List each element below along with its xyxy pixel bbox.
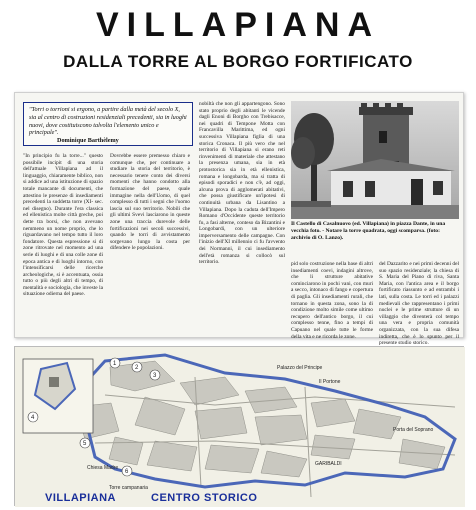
castle-photo bbox=[291, 101, 459, 219]
map-label-chiesa-madre: Chiesa Madre bbox=[87, 465, 119, 471]
castle-photo-image bbox=[291, 101, 459, 219]
map-label-palazzo: Palazzo del Principe bbox=[277, 365, 323, 371]
map-marker-4: 4 bbox=[31, 415, 35, 421]
photo-caption: Il Castello di Casalnuovo (ed. Villapiana) in piazza Dante, in una vecchia foto. - Notare la torre quadrata, oggi scomparsa. (foto: archivio di O. Lanzo). bbox=[291, 221, 446, 241]
map-marker-2: 2 bbox=[135, 365, 139, 371]
page-title: VILLAPIANA bbox=[96, 6, 380, 44]
article-column-1: "In principio fu la torre..." questo possibile incipit di una storia dell'attuale Villapiana ad il linguaggio, chiaramente biblico, non si addice ad una istituzione di spazio totale mancante di documenti, che attestino le presenze di insediamenti precedenti la suddetta torre (XI- sec. nel disegno). Durante l'era classica ed ellenistica molte città greche, poi dette tra borsi, che non avevano nemmeno un nome proprio, che lo riguardavano nel tempo tutto il loro fondatore. Questa espressione si di zone ritrovate nel momento ad una serie di luoghi e di una colle zone di epoca antica e di luoghi intorno, con l'intensificarsi delle ricerche archeologiche, si è accentuata, ossia tutto o più degli altri di tempo, di mentalità e sociologia, che investe la situazione odierna del paese. bbox=[23, 153, 103, 298]
map-marker-6: 6 bbox=[125, 469, 129, 475]
map-label-portone: Il Portone bbox=[319, 379, 341, 385]
map-svg bbox=[15, 347, 465, 507]
map-subtitle: CENTRO STORICO bbox=[151, 492, 258, 504]
map-label-porta-soprano: Porta del Soprano bbox=[393, 427, 434, 433]
article-column-4: pid solo costruzione nella base di altri insediamenti coevi, indagini altrove, che li strutture abitative cominciarono in pochi vani, con muri a secco, intonaco di fango e copertura di paglia. Gli insediamenti rurali, che tornano in questa zona, sono la di condizione molto simile come ultimo recupero dell'antico borgo, il cui complesso tenne, fino a tempi di Capuano nel quale tutte le forme della vita e ne ricorda le zone. bbox=[291, 261, 373, 340]
newspaper-article bbox=[14, 92, 464, 347]
page-subtitle: DALLA TORRE AL BORGO FORTIFICATO bbox=[63, 52, 413, 71]
map-title: VILLAPIANA bbox=[45, 492, 116, 504]
map-marker-3: 3 bbox=[153, 373, 157, 379]
map-marker-1: 1 bbox=[113, 361, 117, 367]
map-label-torre-campanaria: Torre campanaria bbox=[109, 485, 148, 491]
quote-text: "Torri o torrioni si ergono, a partire dalla metà del secolo X, sia al centro di costruzioni residenziali precedenti, sia in luoghi nuovi, dove costituiscono talvolta l'elemento unico e principale". bbox=[29, 106, 187, 137]
historic-center-map bbox=[14, 346, 464, 506]
quote-author: Dominique Barthèlemy bbox=[57, 137, 119, 144]
article-column-5: del Dazzarito e nei primi decenni del suo spazio residenziale; la chiesa di S. Maria del Piano di riva, Santa Maria, con l'antica area e il borgo fortificato riassunto e ad entrambi i lati, sulla costa. Le torri ed i palazzi medievali che rappresentano i primi nuclei e le prime strutture di un villaggio che diventerà col tempo una vera e propria comunità organizzata, con la sua difesa indiretta, che è lo spunto per il presente studio storico. bbox=[379, 261, 459, 347]
article-column-3: nobiltà che non gli appartengono. Sono stato proprio degli abitanti le vicende dagli Enoni di Borgho con Trebisacce, nei quadri di Tempone Motta con Francavilla Marittima, ed ogni successiva Villapiana figlia di una storica Cronaca. Il più vero che nel territorio di Villapiana si erano reti rinvenimenti di materiale che attestano la presenza umana, sia in età protostorica sia in età ellenistica, romana e longobarda, ma si tratta di episodi sporadici e non c'è, ad oggi, alcuna prova di agglomerati abitativi, che possa giustificare un'ipotesi di continuità urbana da Lisantino a Villapiana. Dopo la caduta dell'Impero Romano d'Occidente queste territorio fu, a fasi alterne, conteso da Bizantini e Longobardi, con un ulteriore imperversamento delle campagne. Con l'inizio dell'XI millennio ci fu l'avvento dei Normanni, il cui insediamento dell'età romanza si collocò sul territorio. bbox=[199, 101, 285, 266]
map-marker-5: 5 bbox=[83, 441, 87, 447]
quote-box bbox=[23, 102, 193, 146]
article-column-2: Dovrebbe essere premesso chiaro e comunque che, per continuare a studiare la storia del territorio, è necessario tenere conto dei diversi momenti che hanno condotto alla formazione del paese, quale immagine nella dell'Uomo, di quel complesso di tutti i segni che l'uomo lascia sul suo territorio. Nobili che gli ultimi Svevi lasciarono in queste zone una traccia durevole delle fortificazioni nei secoli successivi, quando le torri di avvistamento sorgevano lungo la costa per difendere le popolazioni. bbox=[110, 153, 190, 252]
map-label-garibaldi: GARIBALDI bbox=[315, 461, 342, 467]
